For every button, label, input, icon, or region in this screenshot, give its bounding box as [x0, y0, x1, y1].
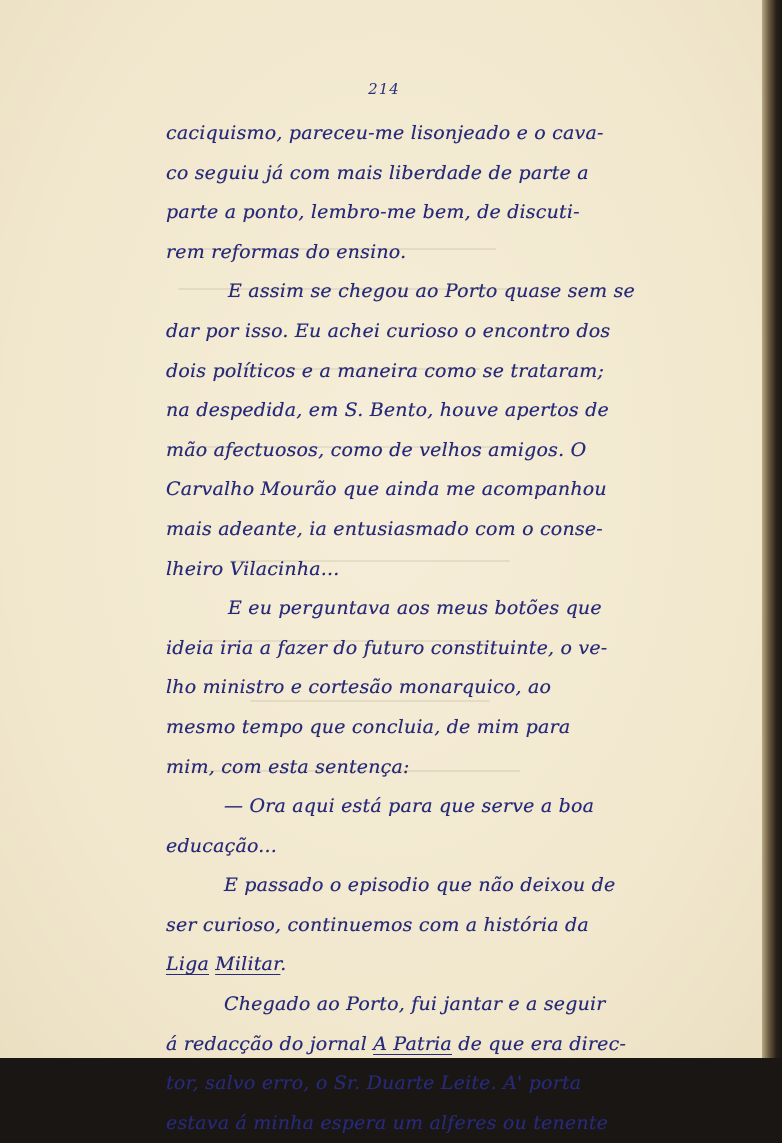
text-line: rem reformas do ensino.: [166, 240, 407, 263]
text-line: educação...: [166, 834, 278, 857]
text-line: na despedida, em S. Bento, houve apertos de: [166, 399, 609, 422]
text-line: [166, 1025, 686, 1065]
text-line: lho ministro e cortesão monarquico, ao: [166, 676, 552, 699]
text-line: mesmo tempo que concluia, de mim para: [166, 715, 571, 738]
underlined-newspaper-title: A Patria: [373, 1032, 452, 1055]
underlined-word: Liga: [166, 953, 209, 976]
text-line: caciquismo, pareceu-me lisonjeado e o cava-: [166, 122, 604, 144]
text-line: mim, com esta sentença:: [166, 755, 410, 778]
handwritten-text-block: [166, 114, 686, 1143]
text-line: ser curioso, continuemos com a história da: [166, 913, 589, 936]
text-line: dar por isso. Eu achei curioso o encontro dos: [166, 319, 611, 342]
text-line: lheiro Vilacinha...: [166, 557, 340, 580]
text-line: parte a ponto, lembro-me bem, de discuti-: [166, 201, 580, 224]
text-line: E assim se chegou ao Porto quase sem se: [228, 280, 635, 303]
text-line: Carvalho Mourão que ainda me acompanhou: [166, 478, 607, 501]
text-line: estava á minha espera um alferes ou tenente: [166, 1111, 609, 1134]
line-segment: á redacção do jornal: [166, 1032, 374, 1055]
text-line: E eu perguntava aos meus botões que: [228, 597, 602, 620]
text-line: mais adeante, ia entusiasmado com o conse-: [166, 517, 603, 540]
text-line: dois políticos e a maneira como se trataram;: [166, 359, 605, 382]
text-line: co seguiu já com mais liberdade de parte a: [166, 161, 589, 184]
binding-edge-shadow: [762, 0, 782, 1058]
text-line: E passado o episodio que não deixou de: [224, 874, 616, 897]
text-line: ideia iria a fazer do futuro constituinte, o ve-: [166, 636, 608, 659]
punctuation: .: [280, 953, 287, 976]
text-line: mão afectuosos, como de velhos amigos. O: [166, 438, 587, 461]
text-line: — Ora aqui está para que serve a boa: [224, 795, 595, 818]
text-line: tor, salvo erro, o Sr. Duarte Leite. A' porta: [166, 1072, 582, 1095]
line-segment: de que era direc-: [451, 1032, 627, 1055]
underlined-word: Militar: [215, 953, 281, 976]
text-line: Chegado ao Porto, fui jantar e a seguir: [224, 993, 606, 1016]
page-number: 214: [368, 80, 400, 98]
text-line: [166, 945, 686, 985]
